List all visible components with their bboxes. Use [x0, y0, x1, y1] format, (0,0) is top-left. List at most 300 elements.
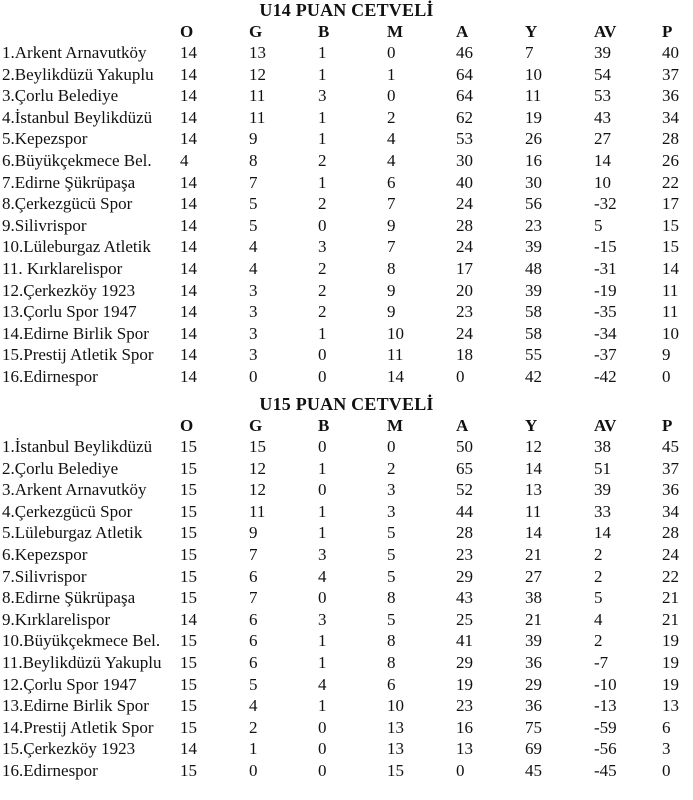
lost-cell: 15: [387, 761, 404, 780]
header-goals-for: A: [456, 416, 469, 435]
won-cell: 0: [249, 761, 258, 780]
team-name-cell: 9.Silivrispor: [2, 215, 87, 235]
team-name-cell: 1.Arkent Arnavutköy: [2, 43, 147, 62]
header-drawn: B: [318, 416, 330, 435]
goals-against-cell: 26: [525, 129, 542, 149]
lost-cell: 10: [387, 323, 404, 343]
drawn-cell: 1: [318, 64, 327, 84]
drawn-cell: 0: [318, 739, 327, 759]
team-name-cell: 3.Çorlu Belediye: [2, 86, 119, 106]
goals-for-cell: 24: [456, 194, 473, 214]
goals-against-cell: 39: [525, 280, 542, 300]
won-cell: 2: [249, 717, 258, 737]
points-cell: 14: [662, 259, 679, 278]
played-cell: 15: [180, 480, 197, 500]
u14-standings-title: U14 PUAN CETVELİ: [259, 0, 434, 20]
lost-cell: 6: [387, 172, 396, 192]
played-cell: 15: [180, 566, 197, 586]
won-cell: 4: [249, 237, 258, 257]
drawn-cell: 0: [318, 367, 327, 386]
goal-difference-cell: -10: [594, 674, 617, 694]
points-cell: 24: [662, 545, 679, 564]
team-name-cell: 4.İstanbul Beylikdüzü: [2, 107, 153, 127]
table-row: [0, 86, 693, 106]
goals-against-cell: 75: [525, 717, 542, 737]
goals-against-cell: 13: [525, 480, 542, 500]
goals-against-cell: 23: [525, 215, 542, 235]
played-cell: 15: [180, 653, 197, 672]
won-cell: 11: [249, 86, 266, 106]
goal-difference-cell: -31: [594, 259, 617, 278]
goals-for-cell: 23: [456, 302, 473, 322]
goal-difference-cell: -37: [594, 345, 617, 365]
team-name-cell: 5.Lüleburgaz Atletik: [2, 523, 143, 543]
team-name-cell: 2.Çorlu Belediye: [2, 458, 119, 478]
table-row: [0, 480, 693, 500]
goal-difference-cell: -42: [594, 367, 617, 386]
goals-for-cell: 65: [456, 458, 473, 478]
goal-difference-cell: 14: [594, 523, 611, 543]
played-cell: 14: [180, 323, 197, 343]
goals-for-cell: 52: [456, 480, 473, 500]
won-cell: 6: [249, 566, 258, 586]
team-name-cell: 16.Edirnespor: [2, 367, 98, 386]
goal-difference-cell: 5: [594, 215, 603, 235]
won-cell: 3: [249, 280, 258, 300]
goals-for-cell: 29: [456, 566, 473, 586]
drawn-cell: 4: [318, 566, 327, 586]
won-cell: 9: [249, 129, 258, 149]
won-cell: 15: [249, 437, 266, 456]
goals-for-cell: 29: [456, 653, 473, 672]
played-cell: 14: [180, 302, 197, 322]
won-cell: 7: [249, 588, 258, 608]
lost-cell: 4: [387, 129, 396, 149]
table-row: [0, 259, 693, 279]
won-cell: 11: [249, 501, 266, 521]
points-cell: 13: [662, 696, 679, 716]
goals-for-cell: 24: [456, 323, 473, 343]
goal-difference-cell: 51: [594, 458, 611, 478]
goal-difference-cell: 33: [594, 501, 611, 521]
played-cell: 14: [180, 609, 197, 629]
points-cell: 36: [662, 480, 679, 500]
drawn-cell: 1: [318, 323, 327, 343]
goals-against-cell: 27: [525, 566, 542, 586]
goals-for-cell: 46: [456, 43, 473, 62]
played-cell: 15: [180, 696, 197, 716]
team-name-cell: 6.Büyükçekmece Bel.: [2, 151, 152, 170]
goals-against-cell: 58: [525, 323, 542, 343]
table-row: [0, 108, 693, 128]
lost-cell: 13: [387, 739, 404, 759]
lost-cell: 5: [387, 545, 396, 564]
played-cell: 15: [180, 588, 197, 608]
points-cell: 11: [662, 280, 679, 300]
table-row: [0, 302, 693, 322]
lost-cell: 0: [387, 86, 396, 106]
header-drawn: B: [318, 22, 330, 41]
lost-cell: 3: [387, 480, 396, 500]
won-cell: 12: [249, 458, 266, 478]
goals-for-cell: 30: [456, 151, 473, 170]
goal-difference-cell: 38: [594, 437, 611, 456]
played-cell: 15: [180, 545, 197, 564]
goals-against-cell: 11: [525, 501, 542, 521]
table-row: [0, 610, 693, 630]
goals-for-cell: 50: [456, 437, 473, 456]
drawn-cell: 3: [318, 609, 327, 629]
played-cell: 14: [180, 237, 197, 257]
lost-cell: 8: [387, 259, 396, 278]
played-cell: 14: [180, 86, 197, 106]
team-name-cell: 13.Çorlu Spor 1947: [2, 302, 137, 322]
goals-against-cell: 38: [525, 588, 542, 608]
lost-cell: 5: [387, 566, 396, 586]
drawn-cell: 3: [318, 86, 327, 106]
points-cell: 36: [662, 86, 679, 106]
played-cell: 15: [180, 717, 197, 737]
lost-cell: 9: [387, 215, 396, 235]
team-name-cell: 4.Çerkezgücü Spor: [2, 501, 133, 521]
table-row: [0, 367, 693, 387]
goals-against-cell: 16: [525, 151, 542, 170]
team-name-cell: 7.Edirne Şükrüpaşa: [2, 172, 136, 192]
won-cell: 6: [249, 631, 258, 651]
drawn-cell: 0: [318, 215, 327, 235]
table-row: [0, 523, 693, 543]
goal-difference-cell: -45: [594, 761, 617, 780]
header-played: O: [180, 416, 194, 435]
drawn-cell: 3: [318, 237, 327, 257]
goals-against-cell: 10: [525, 64, 542, 84]
played-cell: 14: [180, 280, 197, 300]
goals-against-cell: 48: [525, 259, 542, 278]
goals-against-cell: 39: [525, 631, 542, 651]
points-cell: 28: [662, 523, 679, 543]
team-name-cell: 6.Kepezspor: [2, 545, 88, 564]
goals-for-cell: 64: [456, 86, 473, 106]
played-cell: 15: [180, 523, 197, 543]
goals-for-cell: 18: [456, 345, 473, 365]
points-cell: 15: [662, 237, 679, 257]
goals-for-cell: 16: [456, 717, 473, 737]
won-cell: 4: [249, 696, 258, 716]
drawn-cell: 1: [318, 43, 327, 62]
played-cell: 14: [180, 64, 197, 84]
goal-difference-cell: 39: [594, 43, 611, 62]
drawn-cell: 1: [318, 129, 327, 149]
goals-against-cell: 12: [525, 437, 542, 456]
goals-for-cell: 19: [456, 674, 473, 694]
table-row: [0, 739, 693, 759]
goal-difference-cell: 2: [594, 545, 603, 564]
goals-for-cell: 40: [456, 172, 473, 192]
table-row: [0, 65, 693, 85]
goals-for-cell: 25: [456, 609, 473, 629]
played-cell: 14: [180, 739, 197, 759]
header-won: G: [249, 22, 263, 41]
team-name-cell: 8.Edirne Şükrüpaşa: [2, 588, 136, 608]
goal-difference-cell: 4: [594, 609, 603, 629]
team-name-cell: 15.Çerkezköy 1923: [2, 739, 136, 759]
team-name-cell: 12.Çorlu Spor 1947: [2, 674, 137, 694]
played-cell: 4: [180, 151, 189, 170]
won-cell: 13: [249, 43, 266, 62]
lost-cell: 7: [387, 194, 396, 214]
table-row: [0, 631, 693, 651]
lost-cell: 7: [387, 237, 396, 257]
drawn-cell: 0: [318, 480, 327, 500]
points-cell: 0: [662, 367, 671, 386]
goals-for-cell: 28: [456, 215, 473, 235]
goal-difference-cell: -19: [594, 280, 617, 300]
table-row: [0, 696, 693, 716]
table-row: [0, 345, 693, 365]
lost-cell: 9: [387, 280, 396, 300]
played-cell: 15: [180, 674, 197, 694]
goal-difference-cell: -34: [594, 323, 617, 343]
drawn-cell: 3: [318, 545, 327, 564]
won-cell: 1: [249, 739, 258, 759]
lost-cell: 0: [387, 43, 396, 62]
goals-against-cell: 14: [525, 523, 542, 543]
points-cell: 0: [662, 761, 671, 780]
goals-for-cell: 24: [456, 237, 473, 257]
header-goals-against: Y: [525, 22, 538, 41]
points-cell: 40: [662, 43, 679, 62]
header-goals-for: A: [456, 22, 469, 41]
team-name-cell: 2.Beylikdüzü Yakuplu: [2, 64, 154, 84]
won-cell: 6: [249, 609, 258, 629]
goals-against-cell: 19: [525, 107, 542, 127]
team-name-cell: 10.Büyükçekmece Bel.: [2, 631, 161, 651]
points-cell: 37: [662, 458, 679, 478]
won-cell: 5: [249, 215, 258, 235]
lost-cell: 9: [387, 302, 396, 322]
u14-header-row: [0, 22, 693, 42]
drawn-cell: 1: [318, 501, 327, 521]
goals-against-cell: 7: [525, 43, 534, 62]
goal-difference-cell: 43: [594, 107, 611, 127]
team-name-cell: 5.Kepezspor: [2, 129, 88, 149]
drawn-cell: 1: [318, 107, 327, 127]
team-name-cell: 14.Prestij Atletik Spor: [2, 717, 154, 737]
lost-cell: 3: [387, 501, 396, 521]
lost-cell: 8: [387, 631, 396, 651]
points-cell: 34: [662, 501, 679, 521]
table-row: [0, 173, 693, 193]
drawn-cell: 1: [318, 653, 327, 672]
goals-against-cell: 21: [525, 545, 542, 564]
table-row: [0, 194, 693, 214]
table-row: [0, 237, 693, 257]
team-name-cell: 8.Çerkezgücü Spor: [2, 194, 133, 214]
goal-difference-cell: -59: [594, 717, 617, 737]
goals-against-cell: 42: [525, 367, 542, 386]
goals-against-cell: 36: [525, 696, 542, 716]
lost-cell: 8: [387, 653, 396, 672]
won-cell: 5: [249, 674, 258, 694]
points-cell: 10: [662, 323, 679, 343]
header-lost: M: [387, 416, 404, 435]
played-cell: 14: [180, 367, 197, 386]
goals-for-cell: 28: [456, 523, 473, 543]
goals-for-cell: 13: [456, 739, 473, 759]
drawn-cell: 0: [318, 437, 327, 456]
goals-for-cell: 0: [456, 761, 465, 780]
played-cell: 15: [180, 437, 197, 456]
goals-for-cell: 41: [456, 631, 473, 651]
header-points: P: [662, 416, 673, 435]
won-cell: 3: [249, 302, 258, 322]
won-cell: 5: [249, 194, 258, 214]
goal-difference-cell: 2: [594, 566, 603, 586]
table-row: [0, 502, 693, 522]
header-played: O: [180, 22, 194, 41]
goals-for-cell: 17: [456, 259, 473, 278]
lost-cell: 5: [387, 523, 396, 543]
won-cell: 9: [249, 523, 258, 543]
lost-cell: 5: [387, 609, 396, 629]
points-cell: 34: [662, 107, 679, 127]
goals-against-cell: 55: [525, 345, 542, 365]
points-cell: 15: [662, 215, 679, 235]
drawn-cell: 1: [318, 523, 327, 543]
goals-for-cell: 23: [456, 545, 473, 564]
drawn-cell: 0: [318, 717, 327, 737]
goals-against-cell: 14: [525, 458, 542, 478]
table-row: [0, 567, 693, 587]
points-cell: 45: [662, 437, 679, 456]
goal-difference-cell: -7: [594, 653, 609, 672]
won-cell: 6: [249, 653, 258, 672]
played-cell: 14: [180, 215, 197, 235]
goals-for-cell: 43: [456, 588, 473, 608]
table-row: [0, 151, 693, 171]
drawn-cell: 1: [318, 458, 327, 478]
team-name-cell: 9.Kırklarelispor: [2, 609, 111, 629]
points-cell: 22: [662, 172, 679, 192]
table-row: [0, 43, 693, 63]
goal-difference-cell: 14: [594, 151, 611, 170]
drawn-cell: 2: [318, 302, 327, 322]
goals-for-cell: 0: [456, 367, 465, 386]
goal-difference-cell: 54: [594, 64, 611, 84]
played-cell: 14: [180, 107, 197, 127]
points-cell: 28: [662, 129, 679, 149]
won-cell: 8: [249, 151, 258, 170]
table-row: [0, 281, 693, 301]
goal-difference-cell: 5: [594, 588, 603, 608]
played-cell: 15: [180, 761, 197, 780]
goal-difference-cell: 53: [594, 86, 611, 106]
header-won: G: [249, 416, 263, 435]
table-row: [0, 718, 693, 738]
points-cell: 19: [662, 653, 679, 672]
played-cell: 14: [180, 194, 197, 214]
lost-cell: 2: [387, 107, 396, 127]
won-cell: 3: [249, 345, 258, 365]
points-cell: 37: [662, 64, 679, 84]
points-cell: 11: [662, 302, 679, 322]
goals-against-cell: 36: [525, 653, 542, 672]
won-cell: 11: [249, 107, 266, 127]
goal-difference-cell: -56: [594, 739, 617, 759]
won-cell: 3: [249, 323, 258, 343]
points-cell: 19: [662, 631, 679, 651]
table-row: [0, 675, 693, 695]
table-row: [0, 761, 693, 781]
table-row: [0, 653, 693, 673]
goal-difference-cell: -32: [594, 194, 617, 214]
played-cell: 14: [180, 172, 197, 192]
goals-against-cell: 39: [525, 237, 542, 257]
won-cell: 7: [249, 172, 258, 192]
table-row: [0, 588, 693, 608]
goals-against-cell: 45: [525, 761, 542, 780]
team-name-cell: 16.Edirnespor: [2, 761, 98, 780]
goal-difference-cell: -13: [594, 696, 617, 716]
points-cell: 19: [662, 674, 679, 694]
points-cell: 3: [662, 739, 671, 759]
u15-header-row: [0, 416, 693, 436]
won-cell: 0: [249, 367, 258, 386]
goals-for-cell: 62: [456, 107, 473, 127]
won-cell: 7: [249, 545, 258, 564]
won-cell: 12: [249, 64, 266, 84]
played-cell: 15: [180, 501, 197, 521]
drawn-cell: 2: [318, 151, 327, 170]
lost-cell: 10: [387, 696, 404, 716]
table-row: [0, 459, 693, 479]
points-cell: 26: [662, 151, 679, 170]
lost-cell: 4: [387, 151, 396, 170]
points-cell: 9: [662, 345, 671, 365]
goals-against-cell: 56: [525, 194, 542, 214]
won-cell: 4: [249, 259, 258, 278]
lost-cell: 14: [387, 367, 404, 386]
played-cell: 14: [180, 345, 197, 365]
lost-cell: 13: [387, 717, 404, 737]
points-cell: 21: [662, 588, 679, 608]
lost-cell: 0: [387, 437, 396, 456]
played-cell: 15: [180, 631, 197, 651]
team-name-cell: 12.Çerkezköy 1923: [2, 280, 136, 300]
goals-against-cell: 21: [525, 609, 542, 629]
goals-against-cell: 69: [525, 739, 542, 759]
played-cell: 15: [180, 458, 197, 478]
goals-for-cell: 23: [456, 696, 473, 716]
goals-for-cell: 44: [456, 501, 473, 521]
drawn-cell: 1: [318, 172, 327, 192]
goals-for-cell: 20: [456, 280, 473, 300]
header-goals-against: Y: [525, 416, 538, 435]
team-name-cell: 13.Edirne Birlik Spor: [2, 696, 149, 716]
played-cell: 14: [180, 259, 197, 278]
points-cell: 6: [662, 717, 671, 737]
drawn-cell: 0: [318, 588, 327, 608]
drawn-cell: 0: [318, 345, 327, 365]
goal-difference-cell: 2: [594, 631, 603, 651]
goals-for-cell: 53: [456, 129, 473, 149]
table-row: [0, 324, 693, 344]
team-name-cell: 11. Kırklarelispor: [2, 259, 123, 278]
team-name-cell: 14.Edirne Birlik Spor: [2, 323, 149, 343]
goals-against-cell: 58: [525, 302, 542, 322]
drawn-cell: 1: [318, 696, 327, 716]
drawn-cell: 2: [318, 259, 327, 278]
